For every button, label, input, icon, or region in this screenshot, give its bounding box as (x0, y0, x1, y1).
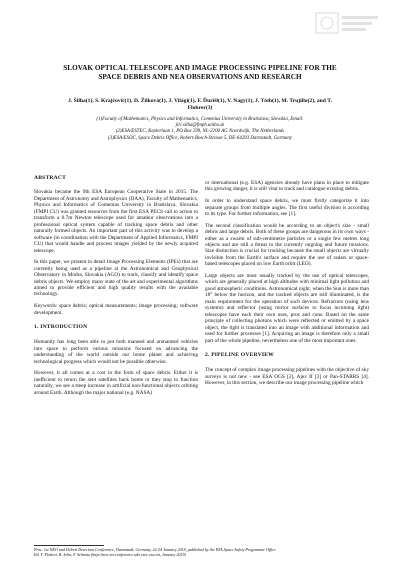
authors-line-2: Flohrer(3) (187, 105, 213, 112)
body-paragraph-3: The second classification would be according to an object's size - small debris and large debris. Both of these groups are dangerous in its own ways - either as a swarm of sub-centimetre particles or a single few metres long objects and are still a threat to the currently ongoing and future missions. Size distinction is crucial for tracking because the small objects are virtually invisible from the Earth's surface and require the use of radars or space-based telescopes placed on low Earth orbit (LEO). (205, 222, 369, 268)
abstract-paragraph-1: Slovakia became the 9th ESA European Cooperative State in 2015. The Department of Astronomy and Astrophysics (DAA), Faculty of Mathematics, Physics and Informatics of Comenius University in Bratislava, Slovakia (FMPI CU) was granted resources from the first ESA PECS call to action to transform a 0.7m Newton telescope used for amateur observations into a professional optical system capable of tracking space debris and other naturally formed objects. An important part of this activity was to develop a software (in coordination with the Department of Applied Informatics, FMPI CU) that would handle and process images yielded by the newly acquired telescope. (34, 189, 198, 254)
introduction-paragraph-1: Humanity has long been able to put both manned and unmanned vehicles into space to perform various missions focused on advancing the understanding of the world outside our home planet and achieving technological progress which would not be possible otherwise. (34, 339, 198, 365)
title-line-1: SLOVAK OPTICAL TELESCOPE AND IMAGE PROCESSING PIPELINE FOR THE (63, 64, 337, 72)
footnote-line-1: Proc. 1st NEO and Debris Detection Conference, Darmstadt, Germany, 22-24 January 2019, published by the ESA Space Safety Programme Office (34, 547, 276, 552)
pipeline-overview-heading: 2. PIPELINE OVERVIEW (205, 351, 274, 358)
affiliation-3: (3)ESA/ESOC, Space Debris Office, Robert-Bosch-Strasse 5, DE-64293 Darmstadt, Germany (108, 135, 292, 141)
abstract-heading: ABSTRACT (34, 175, 67, 181)
introduction-paragraph-2: However, it all comes at a cost in the form of space debris. Either it is inefficient to return the sent satellites back home or they stop to function naturally, we see a steep increase in artificial non-functional objects orbiting around Earth. Although the major national (e.g. NASA) (34, 370, 198, 396)
author-list (30, 98, 370, 113)
conference-logo (314, 10, 382, 36)
affiliations (30, 117, 370, 142)
body-paragraph-1: or international (e.g. ESA) agencies already have plans in place to mitigate this growing danger, it is still vital to track and catalogue existing debris. (205, 180, 369, 193)
footnote (34, 547, 374, 558)
body-paragraph-5: The concept of complex image processing pipelines with the objective of sky surveys is not new - see ESA OGS [2], Ajex II [3] or Pan-STARRS [4]. However, in this section, we describe our image processing pipeline which (205, 367, 369, 387)
introduction-heading: 1. INTRODUCTION (34, 323, 88, 330)
affiliation-2: (2)ESA/ESTEC, Keplerlaan 1, PO Box 299, NL-2200 AG Noordwijk, The Netherlands (115, 129, 285, 135)
body-paragraph-2: In order to understand space debris, we must firstly categorize it into separate groups from multiple angles. The first useful division is according to its type. For further information, see [1]. (205, 198, 369, 217)
footnote-divider (34, 545, 104, 546)
body-paragraph-4: Large objects are most usually tracked by the use of optical telescopes, which are generally placed at high altitudes with minimal light pollution and good atmospheric conditions. Astronomical night, when the Sun is more than 18° below the horizon, and the tracked objects are still illuminated, is the main requirement for the operation of such devices. Refractors (using lens systems) and reflector (using mirror surfaces to focus incoming light) telescopes have each their own uses, pros and cons. Based on the same principle of collecting photons which were reflected or emitted by a space object, the light is translated into an image with additional information and used for further processes [1]. Acquiring an image is therefore only a small part of the whole pipeline, nevertheless one of the most important ones. (205, 273, 369, 344)
abstract-paragraph-2: In this paper, we present in detail Image Processing Elements (IPEs) that are currently being used as a pipeline at the Astronomical and Geophysical Observatory in Modra, Slovakia (AGO) to track, classify and identify space debris objects. We employ many state of the art and experimental algorithms aimed to provide efficient and high quality results with the available technology. (34, 259, 198, 298)
authors-line-1: J. Šilha(1), S. Krajčovič(1), D. Žilková(1), J. Világi(1), F. Ďurišl(1), V. Nagy(1), J. Tóth(1), M. Trujillo(2), and T. (68, 98, 332, 104)
title-line-2: SPACE DEBRIS AND NEA OBSERVATIONS AND RESEARCH (98, 73, 302, 81)
footnote-line-2: Ed. T. Flohrer, R. Jehn, F. Schmitz (http://neo-sst-conference.sdo.esoc.esa.int, January 2019) (34, 552, 186, 558)
left-column (34, 175, 198, 401)
paper-title (40, 64, 360, 82)
right-column (205, 180, 369, 392)
affiliation-email: jiri.silha@fmph.uniba.sk (175, 123, 225, 129)
affiliation-1: (1)Faculty of Mathematics, Physics and Informatics, Comenius University in Bratislava, Slovakia, Email: (96, 117, 304, 122)
keywords: Keywords: space debris; optical measurements; image processing; software development. (34, 303, 198, 316)
